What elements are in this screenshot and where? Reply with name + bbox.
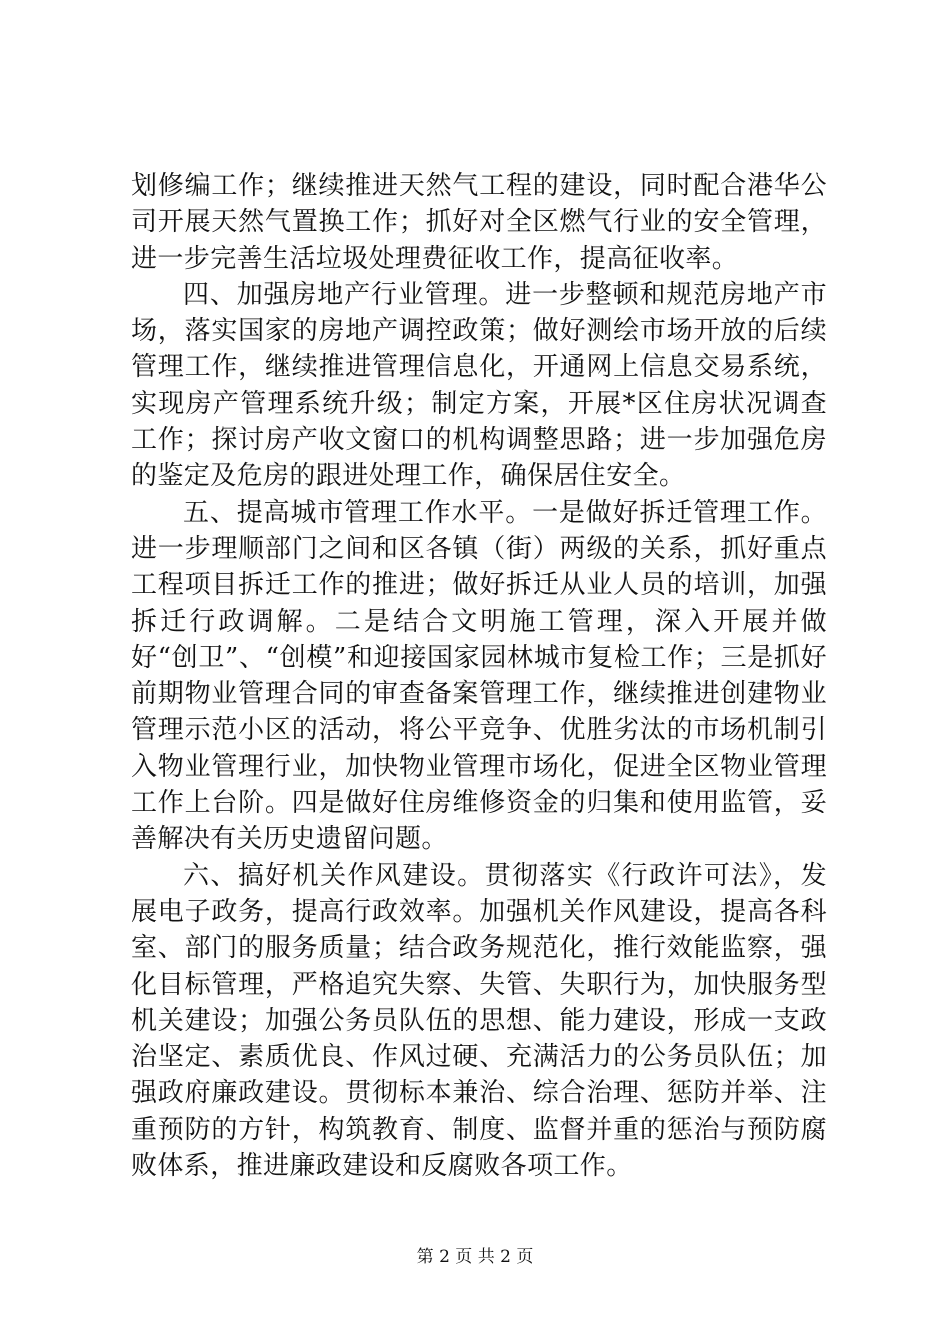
paragraph-section-4: 四、加强房地产行业管理。进一步整顿和规范房地产市场，落实国家的房地产调控政策；做好测绘市场开放的后续管理工作，继续推进管理信息化，开通网上信息交易系统，实现房产管理系统升级；制定方案，开展*区住房状况调查工作；探讨房产收文窗口的机构调整思路；进一步加强危房的鉴定及危房的跟进处理工作，确保居住安全。 — [131, 279, 827, 492]
document-body — [131, 168, 827, 1184]
paragraph-section-5: 五、提高城市管理工作水平。一是做好拆迁管理工作。进一步理顺部门之间和区各镇（街）两级的关系，抓好重点工程项目拆迁工作的推进；做好拆迁从业人员的培训，加强拆迁行政调解。二是结合文明施工管理，深入开展并做好“创卫”、“创模”和迎接国家园林城市复检工作；三是抓好前期物业管理合同的审查备案管理工作，继续推进创建物业管理示范小区的活动，将公平竞争、优胜劣汰的市场机制引入物业管理行业，加快物业管理市场化，促进全区物业管理工作上台阶。四是做好住房维修资金的归集和使用监管，妥善解决有关历史遗留问题。 — [131, 497, 827, 855]
page-footer: 第 2 页 共 2 页 — [416, 1247, 534, 1267]
paragraph-continued: 划修编工作；继续推进天然气工程的建设，同时配合港华公司开展天然气置换工作；抓好对全区燃气行业的安全管理，进一步完善生活垃圾处理费征收工作，提高征收率。 — [131, 171, 827, 274]
paragraph-section-6: 六、搞好机关作风建设。贯彻落实《行政许可法》，发展电子政务，提高行政效率。加强机关作风建设，提高各科室、部门的服务质量；结合政务规范化，推行效能监察，强化目标管理，严格追究失察、失管、失职行为，加快服务型机关建设；加强公务员队伍的思想、能力建设，形成一支政治坚定、素质优良、作风过硬、充满活力的公务员队伍；加强政府廉政建设。贯彻标本兼治、综合治理、惩防并举、注重预防的方针，构筑教育、制度、监督并重的惩治与预防腐败体系，推进廉政建设和反腐败各项工作。 — [131, 860, 827, 1182]
